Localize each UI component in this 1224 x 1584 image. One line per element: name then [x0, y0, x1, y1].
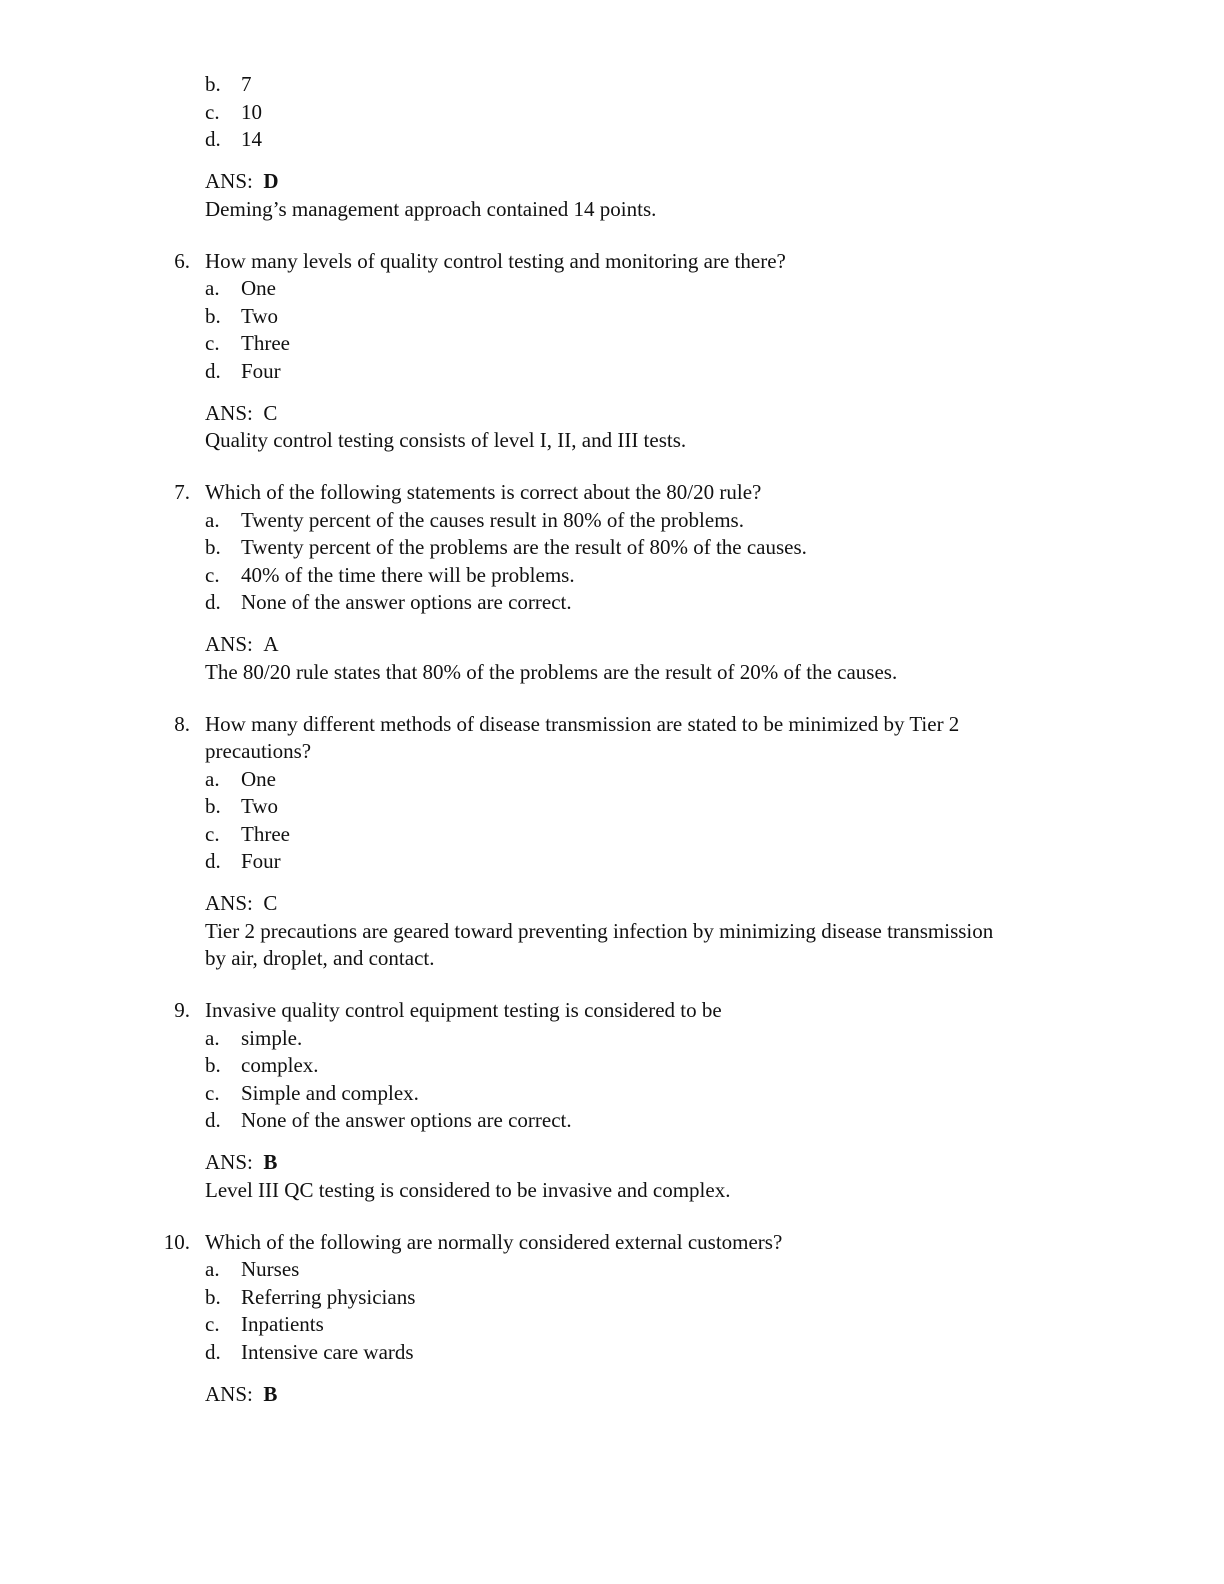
- answer-option: [0, 821, 1224, 849]
- question-text: Which of the following are normally considered external customers?: [205, 1229, 783, 1254]
- explanation-line: [0, 196, 1224, 224]
- option-text: complex.: [241, 1053, 319, 1077]
- option-letter: b.: [205, 303, 221, 328]
- answer-key: [205, 631, 279, 659]
- question-block: [0, 686, 1224, 973]
- option-text: Simple and complex.: [241, 1080, 419, 1105]
- option-text: 7: [241, 72, 252, 96]
- question-text: Which of the following statements is correct about the 80/20 rule?: [205, 480, 762, 504]
- option-text: None of the answer options are correct.: [241, 1108, 572, 1132]
- option-letter: a.: [205, 766, 220, 791]
- answer-option: [0, 126, 1224, 154]
- option-letter: c.: [205, 821, 220, 846]
- answer-option: [0, 507, 1224, 535]
- answer-line: [0, 400, 1224, 428]
- question-text: How many levels of quality control testing and monitoring are there?: [205, 248, 786, 273]
- question-line: [0, 711, 1224, 739]
- explanation-line: [0, 659, 1224, 687]
- answer-option: [0, 358, 1224, 386]
- question-block: [0, 973, 1224, 1205]
- answer-option: [0, 275, 1224, 303]
- question-number: 6.: [174, 248, 190, 273]
- spacer: [0, 154, 1224, 169]
- answer-option: [0, 1025, 1224, 1053]
- explanation-line: [0, 427, 1224, 455]
- explanation-text: Level III QC testing is considered to be invasive and complex.: [205, 1177, 731, 1202]
- explanation-text: The 80/20 rule states that 80% of the problems are the result of 20% of the causes.: [205, 659, 898, 684]
- answer-option: [0, 848, 1224, 876]
- answer-option: [0, 1080, 1224, 1108]
- question-line: [0, 997, 1224, 1025]
- option-letter: d.: [205, 1108, 221, 1132]
- option-letter: a.: [205, 507, 220, 532]
- option-text: Two: [241, 794, 279, 818]
- option-text: simple.: [241, 1025, 303, 1050]
- answer-key: [205, 168, 279, 196]
- option-letter: c.: [205, 1312, 220, 1336]
- option-letter: c.: [205, 1080, 220, 1105]
- explanation-line: [0, 945, 1224, 973]
- spacer: [0, 1204, 1224, 1229]
- option-letter: a.: [205, 1257, 220, 1281]
- question-line: [0, 738, 1224, 766]
- answer-value: B: [263, 1150, 278, 1174]
- answer-option: [0, 534, 1224, 562]
- question-number: 8.: [174, 711, 190, 736]
- option-text: Inpatients: [241, 1312, 324, 1336]
- question-text: How many different methods of disease transmission are stated to be minimized by Tier 2: [205, 711, 960, 736]
- option-text: Three: [241, 821, 290, 846]
- question-line: [0, 479, 1224, 507]
- answer-key: [205, 890, 277, 918]
- answer-option: [0, 1052, 1224, 1080]
- option-text: One: [241, 766, 276, 791]
- explanation-text: Tier 2 precautions are geared toward preventing infection by minimizing disease transmission: [205, 918, 994, 943]
- option-letter: b.: [205, 535, 221, 559]
- answer-value: A: [263, 632, 279, 656]
- option-text: Four: [241, 849, 281, 873]
- answer-label: ANS:: [205, 891, 253, 915]
- answer-option: [0, 1256, 1224, 1284]
- spacer: [0, 973, 1224, 998]
- spacer: [0, 385, 1224, 400]
- question-line: [0, 248, 1224, 276]
- option-letter: a.: [205, 276, 220, 300]
- answer-key: [205, 400, 277, 428]
- answer-option: [0, 1107, 1224, 1135]
- spacer: [0, 1135, 1224, 1150]
- answer-option: [0, 330, 1224, 358]
- answer-label: ANS:: [205, 1381, 253, 1406]
- answer-line: [0, 890, 1224, 918]
- option-letter: b.: [205, 72, 221, 96]
- answer-value: C: [263, 891, 278, 915]
- answer-value: C: [263, 400, 278, 425]
- option-text: 40% of the time there will be problems.: [241, 562, 575, 587]
- answer-line: [0, 631, 1224, 659]
- option-text: Nurses: [241, 1257, 300, 1281]
- option-text: Intensive care wards: [241, 1339, 414, 1364]
- question-line: [0, 1229, 1224, 1257]
- spacer: [0, 876, 1224, 891]
- answer-option: [0, 303, 1224, 331]
- answer-option: [0, 589, 1224, 617]
- answer-option: [0, 562, 1224, 590]
- explanation-text: by air, droplet, and contact.: [205, 946, 435, 970]
- option-text: Two: [241, 303, 279, 328]
- question-block: [0, 71, 1224, 223]
- answer-value: D: [263, 169, 279, 193]
- answer-option: [0, 793, 1224, 821]
- answer-option: [0, 1311, 1224, 1339]
- question-block: [0, 223, 1224, 455]
- option-letter: d.: [205, 1339, 221, 1364]
- option-text: Twenty percent of the causes result in 80% of the problems.: [241, 507, 744, 532]
- option-text: 10: [241, 99, 262, 124]
- option-letter: c.: [205, 562, 220, 587]
- option-text: Four: [241, 358, 281, 383]
- spacer: [0, 223, 1224, 248]
- answer-option: [0, 1339, 1224, 1367]
- question-number: 9.: [174, 998, 190, 1022]
- answer-label: ANS:: [205, 400, 253, 425]
- answer-label: ANS:: [205, 169, 253, 193]
- option-text: One: [241, 276, 276, 300]
- spacer: [0, 1366, 1224, 1381]
- answer-key: [205, 1149, 277, 1177]
- option-text: Referring physicians: [241, 1284, 416, 1309]
- option-letter: d.: [205, 590, 221, 614]
- question-number: 10.: [163, 1229, 190, 1254]
- explanation-text: Quality control testing consists of level I, II, and III tests.: [205, 428, 687, 452]
- question-text: Invasive quality control equipment testing is considered to be: [205, 998, 722, 1022]
- spacer: [0, 686, 1224, 711]
- option-text: Twenty percent of the problems are the result of 80% of the causes.: [241, 535, 807, 559]
- spacer: [0, 455, 1224, 480]
- option-letter: b.: [205, 1053, 221, 1077]
- document-page: [0, 71, 1224, 1408]
- question-block: [0, 1204, 1224, 1408]
- answer-option: [0, 99, 1224, 127]
- answer-line: [0, 1149, 1224, 1177]
- answer-value: B: [263, 1381, 278, 1406]
- answer-option: [0, 71, 1224, 99]
- option-letter: d.: [205, 358, 221, 383]
- option-text: Three: [241, 331, 290, 355]
- spacer: [0, 617, 1224, 632]
- answer-line: [0, 168, 1224, 196]
- option-letter: c.: [205, 99, 220, 124]
- answer-key: [205, 1381, 277, 1409]
- question-block: [0, 455, 1224, 687]
- answer-option: [0, 1284, 1224, 1312]
- option-letter: b.: [205, 1284, 221, 1309]
- answer-label: ANS:: [205, 632, 253, 656]
- question-text: precautions?: [205, 739, 312, 763]
- option-letter: d.: [205, 849, 221, 873]
- answer-line: [0, 1381, 1224, 1409]
- explanation-line: [0, 1177, 1224, 1205]
- answer-label: ANS:: [205, 1150, 253, 1174]
- question-number: 7.: [174, 480, 190, 504]
- option-letter: a.: [205, 1025, 220, 1050]
- explanation-text: Deming’s management approach contained 14 points.: [205, 196, 657, 221]
- answer-option: [0, 766, 1224, 794]
- option-letter: b.: [205, 794, 221, 818]
- explanation-line: [0, 918, 1224, 946]
- option-text: None of the answer options are correct.: [241, 590, 572, 614]
- option-text: 14: [241, 127, 262, 151]
- option-letter: d.: [205, 127, 221, 151]
- option-letter: c.: [205, 331, 220, 355]
